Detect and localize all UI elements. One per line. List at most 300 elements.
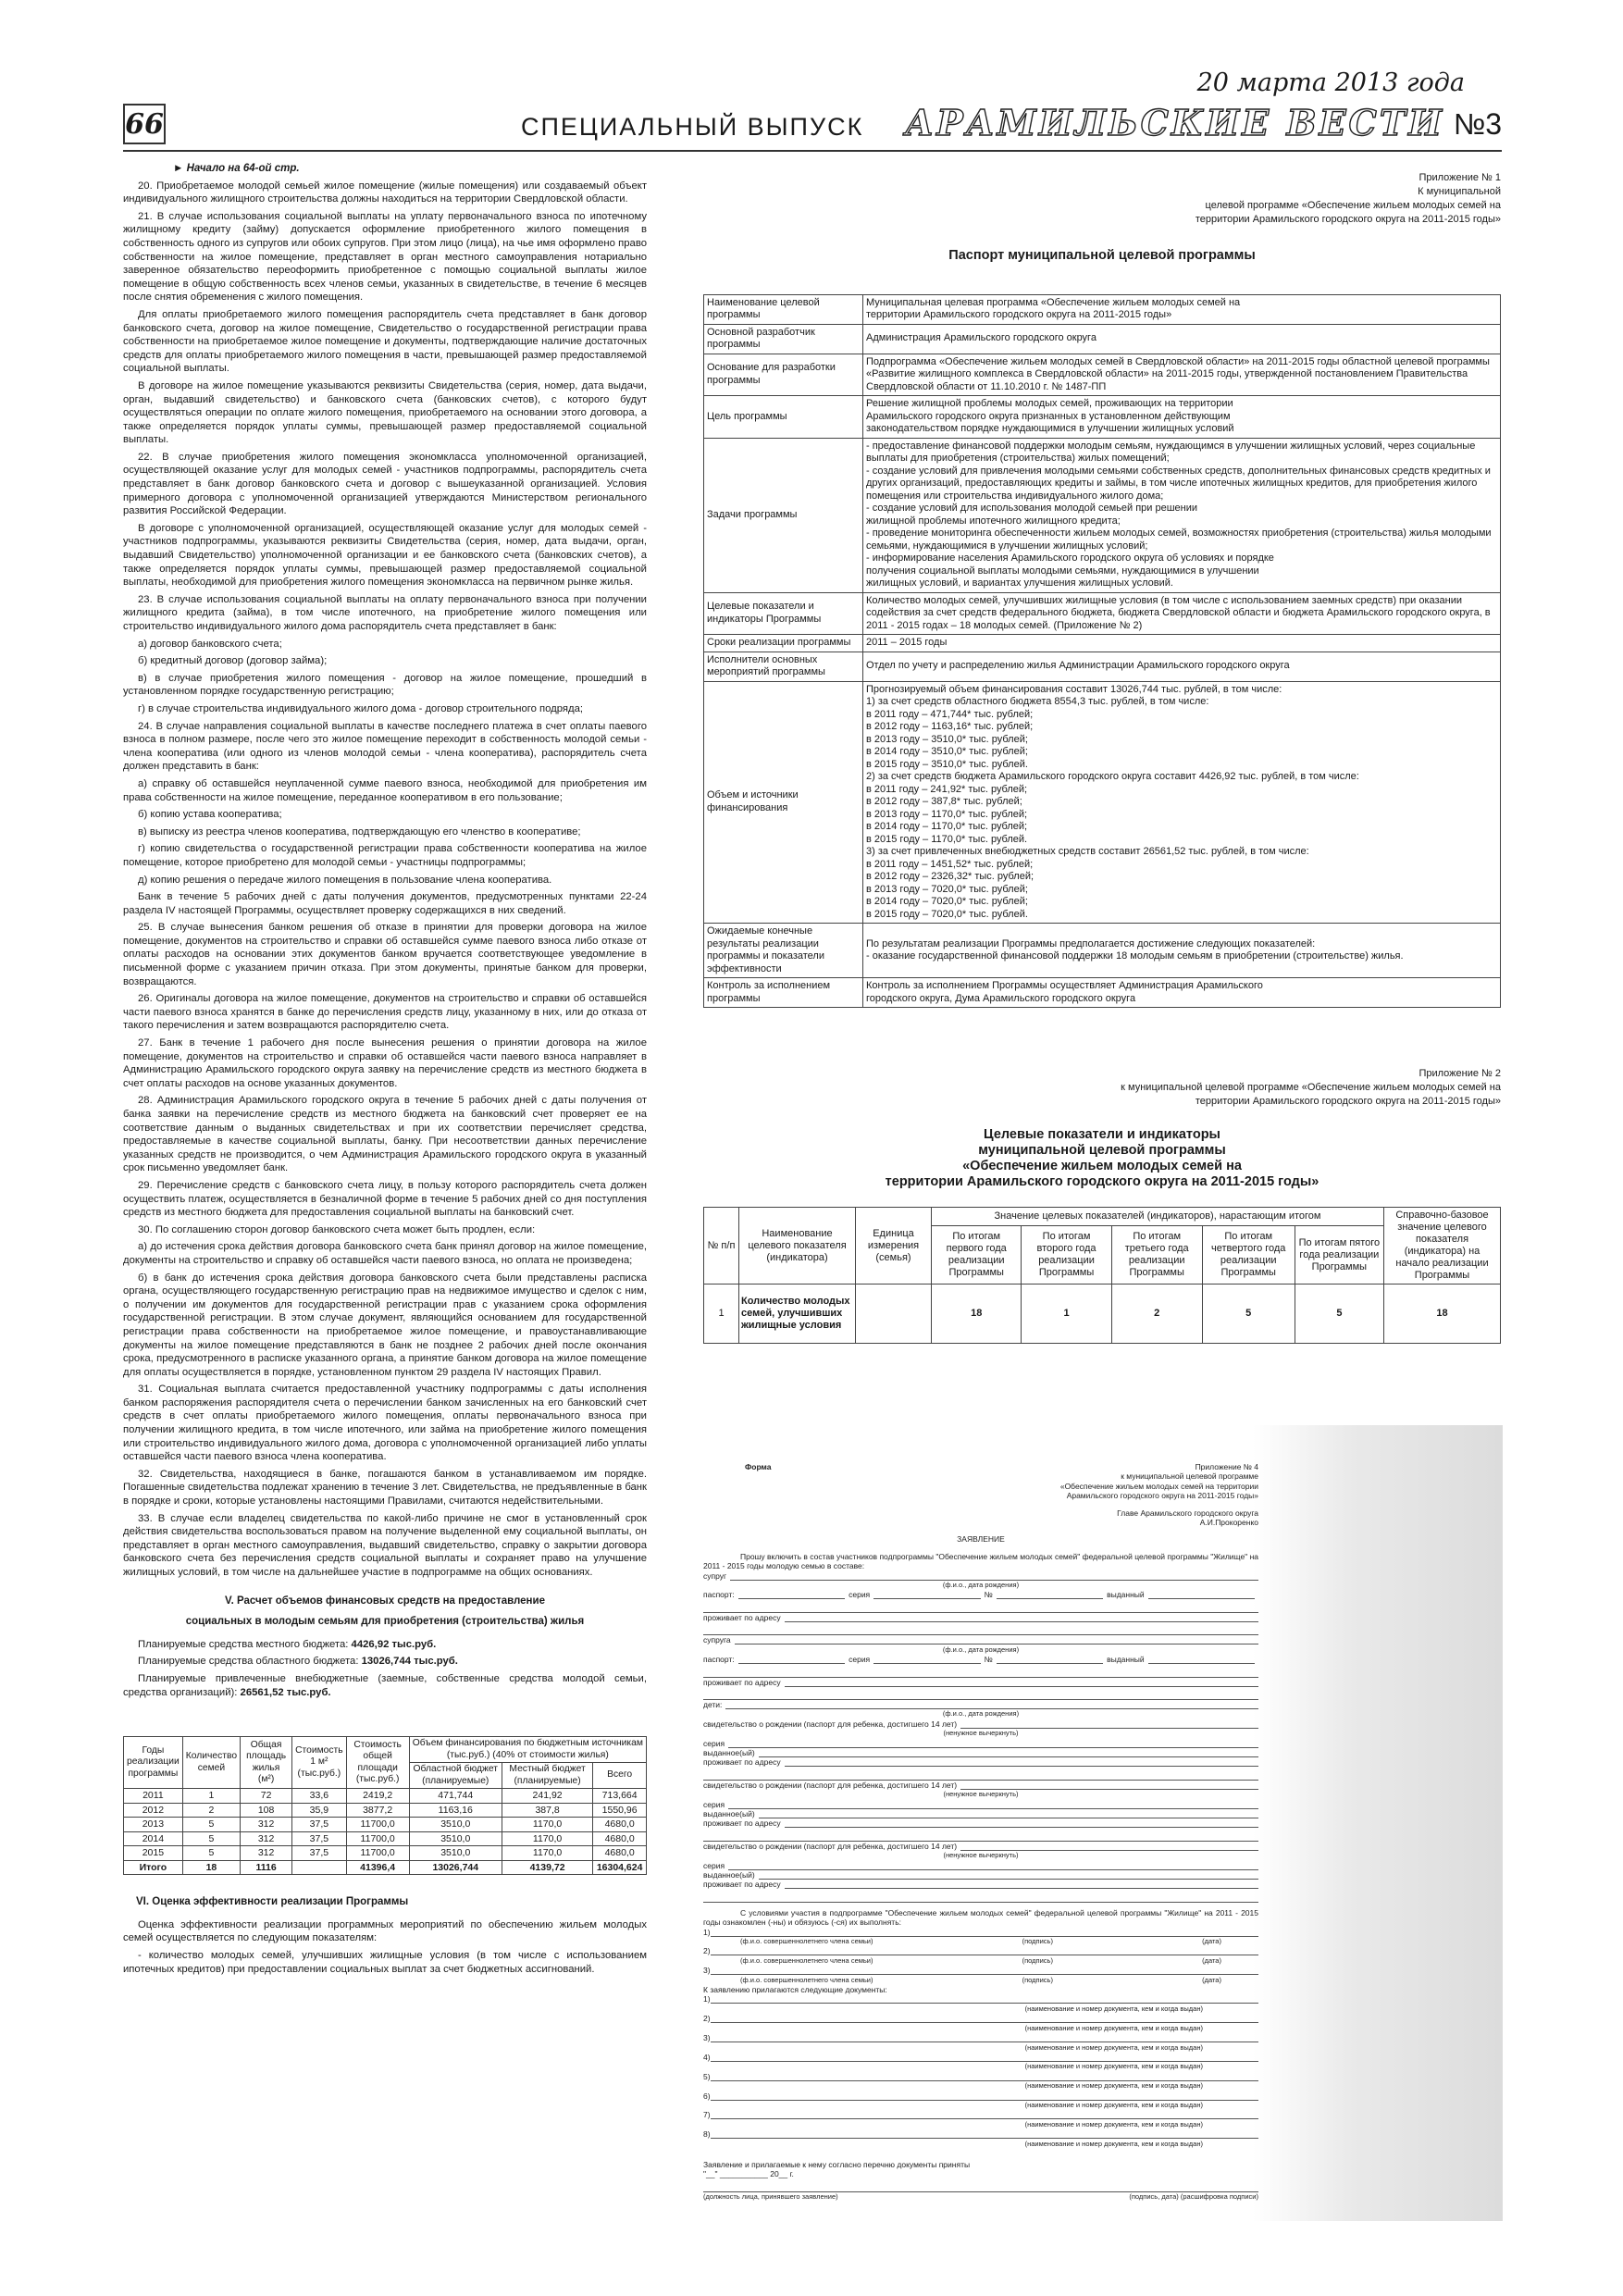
- form-line-label: серия: [703, 1738, 725, 1748]
- passport-value-line: в 2013 году – 1170,0* тыс. рублей;: [866, 808, 1028, 820]
- page-number: 66: [123, 104, 166, 144]
- form-line-label: проживает по адресу: [703, 1880, 781, 1890]
- form-accepted-hints: [703, 2192, 1258, 2202]
- form-field-label: паспорт:: [703, 1655, 735, 1665]
- plan-extra: [123, 1672, 647, 1699]
- form-hint: (дата): [1202, 1975, 1221, 1984]
- table-cell: 312: [241, 1818, 292, 1832]
- plan-extra-label: Планируемые привлеченные внебюджетные (заемные, собственные средства молодой семьи, средства организаций):: [123, 1672, 647, 1698]
- paragraph: Оценка эффективности реализации программных мероприятий по обеспечению жильем молодых семей осуществляется по следующим показателям:: [123, 1918, 647, 1944]
- form-line: [703, 1635, 1258, 1644]
- indicators-title: [703, 1127, 1501, 1190]
- table-cell: 11700,0: [346, 1818, 409, 1832]
- form-line-label: проживает по адресу: [703, 1612, 781, 1622]
- passport-value-line: в 2011 году – 471,744* тыс. рублей;: [866, 708, 1034, 720]
- table-cell: 2012: [124, 1803, 183, 1818]
- passport-value-line: Подпрограмма «Обеспечение жильем молодых семей в Свердловской области» на 2011-2015 годы областной целевой программы «Развитие жилищного комплекса в Свердловской области» на 2011-2015 годы, утвержденной постановлением Правительства Свердловской области от 11.10.2010 г. № 1487-ПП: [866, 355, 1490, 392]
- paragraph: 32. Свидетельства, находящиеся в банке, погашаются банком в устанавливаемом им порядке. Погашенные свидетельства подлежат хранению в течение 3 лет. Свидетельства, не предъявленные в банк в порядке и сроки, которые установлены настоящими Правилами, считаются недействительными.: [123, 1468, 647, 1508]
- form-underline: [730, 1571, 1258, 1581]
- passport-value-line: в 2014 году – 1170,0* тыс. рублей;: [866, 821, 1028, 833]
- table-cell: 2013: [124, 1818, 183, 1832]
- paragraph: 33. В случае если владелец свидетельства по какой-либо причине не смог в установленный срок действия свидетельства воспользоваться правом на получение выделенной ему социальной выплаты, он представляет в орган местного самоуправления, выдавший свидетельство, справку о закрытии договора банковского счета без перечисления средств социальной выплаты и сохраняет право на улучшение жилищных условий, в том числе на дальнейшее участие в подпрограмме на общих основаниях.: [123, 1512, 647, 1578]
- ind-cell: 2: [1111, 1285, 1202, 1344]
- paragraph: в) выписку из реестра членов кооператива, подтверждающую его членство в кооперативе;: [138, 825, 581, 838]
- form-line-label: свидетельство о рождении (паспорт для ребенка, достигшего 14 лет): [703, 1780, 958, 1790]
- table-cell: 2011: [124, 1789, 183, 1804]
- table-cell: 471,744: [409, 1789, 502, 1804]
- ind-cell: [856, 1285, 932, 1344]
- table-row: [704, 652, 1501, 681]
- ind-cell: 18: [1384, 1285, 1501, 1344]
- passport-value-line: 3) за счет привлеченных внебюджетных средств составит 26561,52 тыс. рублей, в том числе:: [866, 846, 1309, 858]
- form-hint: (дата): [1202, 1955, 1221, 1965]
- form-underline: [711, 1928, 1258, 1937]
- plan-region-value: 13026,744 тыс.руб.: [361, 1656, 458, 1668]
- table-cell: 4139,72: [502, 1860, 592, 1875]
- form-underline: [711, 1946, 1258, 1955]
- passport-value-line: - создание условий для привлечения молодыми семьями собственных средств, дополнительных финансовых средств кредитных и других организаций, предоставляющих кредиты и займы, в том числе ипотечных жилищных кредитов, для приобретения жилого помещения или строительства индивидуального жилого дома;: [866, 465, 1491, 502]
- form-hint: (ф.и.о. совершеннолетнего члена семьи): [740, 1937, 873, 1946]
- form-line-label: проживает по адресу: [703, 1677, 781, 1687]
- section-title: СПЕЦИАЛЬНЫЙ ВЫПУСК: [521, 113, 864, 141]
- col-cost: Стоимость 1 м² (тыс.руб.): [292, 1737, 347, 1789]
- form-line: [703, 1842, 1258, 1851]
- passport-value: [863, 978, 1501, 1008]
- form-index: 8): [703, 2129, 711, 2140]
- passport-value: [863, 592, 1501, 635]
- table-row: [704, 1285, 1501, 1344]
- form-hint: (ф.и.о. совершеннолетнего члена семьи): [740, 1975, 873, 1984]
- paragraph: 23. В случае использования социальной выплаты на оплату первоначального взноса при получении жилищного кредита (займа), в том числе ипотечного, на приобретение жилого помещения или строительство индивидуального жилого дома распорядитель счета представляет в банк:: [123, 593, 647, 632]
- form-hint: (дата): [1202, 1937, 1221, 1946]
- table-cell: 1170,0: [502, 1831, 592, 1846]
- table-cell: 1170,0: [502, 1818, 592, 1832]
- passport-value-line: 2) за счет средств бюджета Арамильского городского округа составит 4426,92 тыс. рублей, в том числе:: [866, 771, 1359, 783]
- ind-cell: 5: [1295, 1285, 1383, 1344]
- passport-label: Основание для разработки программы: [704, 354, 863, 396]
- form-ref-line: «Обеспечение жильем молодых семей на территории: [1059, 1481, 1258, 1491]
- form-signature-hint: [703, 1937, 1258, 1946]
- section-5-title: [123, 1595, 647, 1629]
- indicators-title-line: муниципальной целевой программы: [978, 1143, 1226, 1159]
- form-hint: (подпись): [1022, 1955, 1053, 1965]
- passport-label: Ожидаемые конечные результаты реализации программы и показатели эффективности: [704, 924, 863, 978]
- form-line-label: дети:: [703, 1699, 723, 1709]
- table-cell: 72: [241, 1789, 292, 1804]
- form-signature-hint: [703, 1976, 1258, 1985]
- form-field-label: выданный: [1107, 1655, 1145, 1665]
- form-hint: (ненужное вычеркнуть): [943, 1851, 1019, 1860]
- table-cell: 1550,96: [593, 1803, 647, 1818]
- form-line-label: серия: [703, 1860, 725, 1870]
- plan-region-label: Планируемые средства областного бюджета:: [138, 1656, 359, 1668]
- form-underline: [785, 1613, 1258, 1622]
- form-line: [703, 1880, 1258, 1889]
- form-label: Форма: [745, 1462, 772, 1471]
- passport-value-line: в 2012 году – 387,8* тыс. рублей;: [866, 796, 1022, 808]
- form-underline: [711, 2129, 1258, 2139]
- passport-value-line: Количество молодых семей, улучшивших жилищные условия (в том числе с использованием заемных средств) при оказании содействия за счет средств федерального бюджета, бюджета Свердловской области и бюджета Арамильского городского округа, в 2011 - 2015 годах – 18 молодых семей. (Приложение № 2): [866, 594, 1491, 631]
- ind-col-base: Справочно-базовое значение целевого показателя (индикатора) на начало реализации Программы: [1384, 1208, 1501, 1285]
- paragraph: 27. Банк в течение 1 рабочего дня после вынесения решения о принятии договора на жилое помещение, документов на строительство и справки об оставшейся части паевого взноса направляет в Администрацию Арамильского городского округа заявку на перечисление средств из местного бюджета в счет оплаты расходов на основе указанных документов.: [123, 1037, 647, 1089]
- issue-number: №3: [1453, 107, 1502, 141]
- passport-value: [863, 652, 1501, 681]
- table-row: [124, 1803, 647, 1818]
- form-addressee-line: Главе Арамильского городского округа: [1117, 1508, 1258, 1518]
- passport-table: [703, 294, 1501, 1009]
- form-underline: [960, 1842, 1258, 1851]
- table-row: [704, 978, 1501, 1008]
- ind-cell: 1: [704, 1285, 739, 1344]
- col-funding: Объем финансирования по бюджетным источникам (тыс.руб.) (40% от стоимости жилья): [409, 1737, 646, 1763]
- form-underline: [703, 1602, 1258, 1613]
- form-title: ЗАЯВЛЕНИЕ: [957, 1534, 1005, 1545]
- table-cell: 1116: [241, 1860, 292, 1875]
- form-hint: (ф.и.о. совершеннолетнего члена семьи): [740, 1955, 873, 1965]
- form-underline: [711, 2072, 1258, 2081]
- passport-value-line: городского округа, Дума Арамильского городского округа: [866, 992, 1136, 1004]
- form-intro: Прошу включить в состав участников подпрограммы "Обеспечение жильем молодых семей" федеральной целевой программы "Жилище" на 2011 - 2015 годы молодую семью в составе:: [703, 1551, 1258, 1571]
- passport-value-line: в 2012 году – 1163,16* тыс. рублей;: [866, 721, 1034, 733]
- table-cell: 35,9: [292, 1803, 347, 1818]
- form-underline: [997, 1655, 1103, 1664]
- form-doc-line: [703, 2014, 1258, 2023]
- passport-value-line: в 2013 году – 7020,0* тыс. рублей;: [866, 883, 1028, 895]
- form-underline: [960, 1719, 1258, 1729]
- table-cell: 4680,0: [593, 1818, 647, 1832]
- passport-value-line: 1) за счет средств областного бюджета 8554,3 тыс. рублей, в том числе:: [866, 696, 1209, 708]
- table-cell: 312: [241, 1831, 292, 1846]
- section-5-title-line-2: социальных в молодым семьям для приобретения (строительства) жилья: [185, 1616, 585, 1628]
- form-doc-hint: (наименование и номер документа, кем и когда выдан): [1024, 2100, 1203, 2109]
- form-index: 5): [703, 2071, 711, 2081]
- passport-value: [863, 681, 1501, 924]
- table-cell: 312: [241, 1846, 292, 1861]
- continuation-note: ► Начало на 64-ой стр.: [173, 163, 300, 174]
- ind-col-y4: По итогам четвертого года реализации Программы: [1202, 1226, 1295, 1285]
- passport-value-line: в 2011 году – 1451,52* тыс. рублей;: [866, 858, 1034, 870]
- passport-value-line: в 2014 году – 7020,0* тыс. рублей;: [866, 896, 1028, 908]
- passport-title: Паспорт муниципальной целевой программы: [948, 248, 1256, 263]
- form-underline: [728, 1861, 1258, 1870]
- form-signature-line: [703, 1966, 1258, 1975]
- form-attached: К заявлению прилагаются следующие документы:: [703, 1985, 887, 1995]
- form-underline: [735, 1635, 1258, 1644]
- passport-label: Задачи программы: [704, 438, 863, 592]
- passport-label: Сроки реализации программы: [704, 635, 863, 652]
- table-cell: 387,8: [502, 1803, 592, 1818]
- article-body: [123, 180, 647, 1580]
- section-6-body: [123, 1918, 647, 1976]
- header-rule: [123, 150, 1502, 152]
- form-underline: [785, 1818, 1258, 1828]
- paragraph: 28. Администрация Арамильского городского округа в течение 5 рабочих дней с даты получения от банка заявки на перечисление средств из местного бюджета на банковский счет проверяет ее на соответствие данным о выданных свидетельствах и при их соответствии перечисляет средства, предоставляемые в качестве социальной выплаты, банку. При несоответствии данных перечисление указанных средств не производится, о чем Администрация Арамильского городского округа в указанный срок письменно уведомляет банк.: [123, 1095, 647, 1174]
- form-underline: [738, 1655, 845, 1664]
- form-underline: [711, 1994, 1258, 2004]
- form-line: [703, 1748, 1258, 1757]
- form-line-label: проживает по адресу: [703, 1818, 781, 1829]
- form-index: 2): [703, 1946, 711, 1956]
- ind-cell: Количество молодых семей, улучшивших жилищные условия: [739, 1285, 856, 1344]
- form-field-label: серия: [849, 1590, 871, 1600]
- form-line: [703, 1870, 1258, 1880]
- paragraph: б) кредитный договор (договор займа);: [138, 655, 328, 667]
- form-index: 1): [703, 1927, 711, 1937]
- form-hint: (ф.и.о., дата рождения): [942, 1709, 1020, 1719]
- form-line-label: свидетельство о рождении (паспорт для ребенка, достигшего 14 лет): [703, 1841, 958, 1851]
- form-line: [703, 1678, 1258, 1687]
- col-years: Годы реализации программы: [124, 1737, 183, 1789]
- passport-label: Контроль за исполнением программы: [704, 978, 863, 1008]
- paragraph: а) справку об оставшейся неуплаченной сумме паевого взноса, необходимой для приобретения им права собственности на жилое помещение, переданное кооперативом в его пользование;: [123, 777, 647, 803]
- col-regional: Областной бюджет (планируемые): [409, 1763, 502, 1789]
- form-underline: [711, 2014, 1258, 2023]
- form-accepted-date: "__" ___________ 20__ г.: [703, 2169, 794, 2179]
- form-underline: [728, 1800, 1258, 1809]
- paragraph: В договоре с уполномоченной организацией, осуществляющей оказание услуг для молодых семей - участников подпрограммы, указываются реквизиты Свидетельства (серия, номер, дата выдачи, орган, выдавший Свидетельство) уполномоченной организации и ее банковского счета (банковских счетов), а также определяется порядок уплаты суммы, превышающей размер предоставляемой социальной выплаты, необходимой для приобретения жилого помещения экономкласса на первичном рынке жилья.: [123, 522, 647, 589]
- form-doc-line: [703, 2110, 1258, 2119]
- ind-col-name: Наименование целевого показателя (индикатора): [739, 1208, 856, 1285]
- table-cell: 713,664: [593, 1789, 647, 1804]
- form-index: 3): [703, 2033, 711, 2043]
- form-doc-line: [703, 2033, 1258, 2042]
- form-signature-line: [703, 1928, 1258, 1937]
- passport-value: [863, 635, 1501, 652]
- table-cell: 11700,0: [346, 1846, 409, 1861]
- ind-col-y5: По итогам пятого года реализации Программы: [1295, 1226, 1383, 1285]
- form-fields: [703, 1571, 1258, 2203]
- form-underline: [785, 1757, 1258, 1767]
- form-doc-hint: (наименование и номер документа, кем и когда выдан): [1024, 2119, 1203, 2128]
- form-field-label: №: [984, 1655, 993, 1665]
- passport-value-line: Муниципальная целевая программа «Обеспечение жильем молодых семей на: [866, 296, 1241, 308]
- passport-label: Цель программы: [704, 396, 863, 439]
- passport-value: [863, 294, 1501, 324]
- form-field-label: серия: [849, 1655, 871, 1665]
- table-cell: 3510,0: [409, 1818, 502, 1832]
- passport-value-line: жилищных условий, и вариантах улучшения жилищных условий.: [866, 577, 1173, 590]
- form-underline: [711, 2053, 1258, 2062]
- paragraph: б) в банк до истечения срока действия договора банковского счета были представлены расписка органа, осуществляющего государственную регистрацию прав на недвижимое имущество и сделок с ним, о получении им документов для государственной регистрации прав с указанием срока оформления государственной регистрации. В этом случае документ, являющийся основанием для государственной регистрации права собственности на приобретаемое жилое помещение, и правоустанавливающие документы на жилое помещение представляются в банк не позднее 2 рабочих дней после окончания срока, предусмотренного в расписке указанного органа, а принятие банком договора на жилое помещение для оплаты осуществляется в порядке, установленном пунктом 29 раздела IV настоящих Правил.: [123, 1272, 647, 1378]
- passport-value: [863, 438, 1501, 592]
- form-index: 2): [703, 2014, 711, 2024]
- form-line-label: супруга: [703, 1635, 731, 1645]
- table-cell: [292, 1860, 347, 1875]
- passport-label: Основной разработчик программы: [704, 324, 863, 354]
- paragraph: 25. В случае вынесения банком решения об отказе в принятии для проверки договора на жилое помещение, документов на строительство и справки об оставшейся сумме паевого взноса либо отказе от оплаты расходов на основании этих документов банком вручается соответствующее уведомление в письменной форме с указанием причин отказа. При этом документы, принятые банком для проверки, возвращаются.: [123, 922, 647, 987]
- form-underline: [728, 1739, 1258, 1748]
- form-underline: [703, 1892, 1258, 1903]
- paragraph: Для оплаты приобретаемого жилого помещения распорядитель счета представляет в банк договор банковского счета, договор на жилое помещение, Свидетельство о государственной регистрации права собственности на приобретаемое жилое помещение и документы, подтверждающие наличие достаточных средств для оплаты приобретаемого жилого помещения в части, превышающей размер предоставляемой социальной выплаты.: [123, 308, 647, 375]
- col-total-cost: Стоимость общей площади (тыс.руб.): [346, 1737, 409, 1789]
- form-underline: [1148, 1590, 1255, 1599]
- form-conditions: С условиями участия в подпрограмме "Обеспечение жильем молодых семей" федеральной целевой программы "Жилище" на 2011 - 2015 годы ознакомлен (-ны) и обязуюсь (-ся) их выполнять:: [703, 1907, 1258, 1928]
- paragraph: г) в случае строительства индивидуального жилого дома - договор строительного подряда;: [138, 702, 584, 714]
- section-6-title: VI. Оценка эффективности реализации Программы: [136, 1896, 409, 1908]
- appendix-line: территории Арамильского городского округа на 2011-2015 годы»: [1195, 214, 1501, 225]
- form-hint: (должность лица, принявшего заявление): [703, 2191, 838, 2201]
- passport-value-line: 2011 – 2015 годы: [866, 637, 948, 649]
- table-row: [704, 354, 1501, 396]
- paragraph: а) до истечения срока действия договора банковского счета банк принял договор на жилое помещение, документы на строительство и справку об оставшейся части паевого взноса, но оплата не произведена;: [123, 1241, 647, 1266]
- paragraph: 21. В случае использования социальной выплаты на уплату первоначального взноса по ипотечному жилищному кредиту (займу) допускается оформление приобретенного жилого помещения в собственность одного из супругов или обоих супругов. При этом лицо (лица), на чье имя оформлено право собственности на жилое помещение, представляет в орган местного самоуправления нотариально заверенное обязательство переоформить приобретенное с помощью социальной выплаты жилое помещение в общую собственность всех членов семьи, указанных в свидетельстве, в течение 6 месяцев после снятия обременения с жилого помещения.: [123, 210, 647, 304]
- scan-shadow: [1253, 1425, 1503, 2221]
- ind-col-group: Значение целевых показателей (индикаторов), нарастающим итогом: [932, 1208, 1384, 1226]
- table-cell: 2014: [124, 1831, 183, 1846]
- form-line-label: супруг: [703, 1570, 727, 1581]
- paragraph: 24. В случае направления социальной выплаты в качестве последнего платежа в счет оплаты паевого взноса в полном размере, после чего это жилое помещение переходит в собственность молодой семьи - члена кооператива (или одного из членов молодой семьи - члена кооператива), распорядитель счета должен представить в банк:: [123, 720, 647, 773]
- form-underline: [711, 1966, 1258, 1975]
- table-row: [704, 294, 1501, 324]
- table-row: [124, 1846, 647, 1861]
- table-cell: 18: [182, 1860, 240, 1875]
- form-doc-line: [703, 2053, 1258, 2062]
- table-row: [704, 635, 1501, 652]
- col-local: Местный бюджет (планируемые): [502, 1763, 592, 1789]
- form-ref-line: к муниципальной целевой программе: [1121, 1471, 1258, 1482]
- table-cell: 37,5: [292, 1846, 347, 1861]
- passport-label: Объем и источники финансирования: [704, 681, 863, 924]
- table-cell: 5: [182, 1846, 240, 1861]
- form-field-label: выданный: [1107, 1590, 1145, 1600]
- page-header: [123, 65, 1502, 153]
- section-5-title-line-1: V. Расчет объемов финансовых средств на предоставление: [225, 1595, 545, 1607]
- appendix-line: территории Арамильского городского округа на 2011-2015 годы»: [1195, 1096, 1501, 1108]
- form-line-label: проживает по адресу: [703, 1757, 781, 1768]
- col-area: Общая площадь жилья (м²): [241, 1737, 292, 1789]
- col-count: Количество семей: [182, 1737, 240, 1789]
- table-cell: 3510,0: [409, 1846, 502, 1861]
- form-line-label: выданное(ый): [703, 1870, 755, 1880]
- form-line: [703, 1613, 1258, 1622]
- table-cell: 4680,0: [593, 1831, 647, 1846]
- form-line: [703, 1861, 1258, 1870]
- passport-label: Исполнители основных мероприятий программы: [704, 652, 863, 681]
- ind-col-no: № п/п: [704, 1208, 739, 1285]
- passport-label: Наименование целевой программы: [704, 294, 863, 324]
- form-line: [703, 1571, 1258, 1581]
- form-index: 3): [703, 1966, 711, 1976]
- ind-col-y1: По итогам первого года реализации Программы: [932, 1226, 1022, 1285]
- table-cell: 11700,0: [346, 1831, 409, 1846]
- passport-value-line: в 2011 году – 241,92* тыс. рублей;: [866, 783, 1028, 795]
- paragraph: Банк в течение 5 рабочих дней с даты получения документов, предусмотренных пунктами 22-24 раздела IV настоящей Программы, осуществляет проверку содержащихся в них сведений.: [123, 891, 647, 916]
- ind-cell: 1: [1022, 1285, 1111, 1344]
- form-underline: [703, 1667, 1258, 1678]
- form-addressee: [999, 1508, 1258, 1528]
- form-underline: [1148, 1655, 1255, 1664]
- passport-value-line: получения социальной выплаты молодыми семьями, нуждающимися в улучшении: [866, 565, 1259, 577]
- table-row: [704, 438, 1501, 592]
- plan-local: [123, 1638, 647, 1652]
- form-doc-hint: (наименование и номер документа, кем и когда выдан): [1024, 2023, 1203, 2032]
- passport-value-line: территории Арамильского городского округа на 2011-2015 годы»: [866, 309, 1172, 321]
- passport-value-line: - проведение мониторинга обеспеченности жильем молодых семей, возможностях приобретения (строительства) жилья молодыми семьями, нуждающимися в улучшении жилищных условий;: [866, 527, 1492, 552]
- appendix-2-reference: [703, 1067, 1501, 1109]
- paragraph: б) копию устава кооператива;: [138, 809, 282, 821]
- form-underline: [703, 1831, 1258, 1842]
- newspaper-logo: АРАМИЛЬСКИЕ ВЕСТИ: [905, 102, 1444, 143]
- table-cell: 3877,2: [346, 1803, 409, 1818]
- form-line-label: выданное(ый): [703, 1808, 755, 1818]
- passport-value: [863, 354, 1501, 396]
- form-underline: [785, 1880, 1258, 1889]
- form-doc-hint: (наименование и номер документа, кем и когда выдан): [1024, 2042, 1203, 2052]
- table-cell: 1: [182, 1789, 240, 1804]
- table-cell: 5: [182, 1818, 240, 1832]
- table-cell: 37,5: [292, 1818, 347, 1832]
- form-doc-hint: (наименование и номер документа, кем и когда выдан): [1024, 2139, 1203, 2148]
- passport-value-line: жилищной проблемы ипотечного жилищного кредита;: [866, 515, 1121, 527]
- paragraph: 31. Социальная выплата считается предоставленной участнику подпрограммы с даты исполнения банком распоряжения распорядителя счета о перечислении банком зачисленных на его банковский счет средств в счет оплаты приобретаемого жилого помещения, оплаты первоначального взноса при получении жилищного кредита, в том числе ипотечного, или займа на приобретение жилого помещения или строительство индивидуального жилого дома, договора с уполномоченной организацией либо уплаты оставшейся части паевого взноса члена кооператива.: [123, 1384, 647, 1463]
- appendix-line: К муниципальной: [1418, 186, 1501, 197]
- application-form: [703, 1462, 1258, 2202]
- appendix-line: целевой программе «Обеспечение жильем молодых семей на: [1205, 200, 1501, 211]
- ind-col-y3: По итогам третьего года реализации Программы: [1111, 1226, 1202, 1285]
- table-cell: 1170,0: [502, 1846, 592, 1861]
- table-cell: 1163,16: [409, 1803, 502, 1818]
- paragraph: в) в случае приобретения жилого помещения - договор на жилое помещение, прошедший в установленном порядке государственную регистрацию;: [123, 672, 647, 698]
- indicators-title-line: «Обеспечение жильем молодых семей на: [962, 1159, 1242, 1174]
- form-underline: [997, 1590, 1103, 1599]
- paragraph: - количество молодых семей, улучшивших жилищные условия (в том числе с использованием ипотечных кредитов) при предоставлении социальных выплат за счет бюджетных ассигнований.: [123, 1949, 647, 1975]
- paragraph: 20. Приобретаемое молодой семьей жилое помещение (жилые помещения) или создаваемый объект индивидуального жилищного строительства должны находиться на территории Свердловской области.: [123, 180, 647, 205]
- paragraph: 30. По соглашению сторон договор банковского счета может быть продлен, если:: [138, 1223, 536, 1235]
- table-cell: 241,92: [502, 1789, 592, 1804]
- form-underline: [759, 1748, 1258, 1757]
- form-underline: [703, 1624, 1258, 1635]
- table-cell: 2015: [124, 1846, 183, 1861]
- form-hint: (подпись): [1022, 1975, 1053, 1984]
- paragraph: д) копию решения о передаче жилого помещения в пользование члена кооператива.: [138, 874, 552, 886]
- passport-value-line: законодательством порядке нуждающимися в улучшении жилищных условий: [866, 423, 1234, 435]
- form-underline: [873, 1655, 980, 1664]
- form-index: 6): [703, 2091, 711, 2101]
- form-underline: [725, 1700, 1258, 1709]
- passport-value-line: в 2012 году – 2326,32* тыс. рублей;: [866, 871, 1035, 883]
- form-hint: (ф.и.о., дата рождения): [942, 1644, 1020, 1654]
- passport-value-line: в 2014 году – 3510,0* тыс. рублей;: [866, 746, 1028, 758]
- passport-value-line: По результатам реализации Программы предполагается достижение следующих показателей:: [866, 937, 1316, 949]
- form-underline: [759, 1870, 1258, 1880]
- form-passport-line: [703, 1590, 1258, 1599]
- table-cell: 41396,4: [346, 1860, 409, 1875]
- table-row: [124, 1789, 647, 1804]
- table-cell: 108: [241, 1803, 292, 1818]
- form-hint: (подпись, дата) (расшифровка подписи): [1129, 2191, 1258, 2201]
- passport-value-line: - создание условий для использования молодой семьей при решении: [866, 503, 1198, 515]
- form-underline: [873, 1590, 980, 1599]
- form-doc-hint: (наименование и номер документа, кем и когда выдан): [1024, 2081, 1203, 2091]
- form-line: [703, 1781, 1258, 1790]
- table-cell: 2419,2: [346, 1789, 409, 1804]
- form-doc-line: [703, 2129, 1258, 2139]
- appendix-line: Приложение № 2: [1419, 1068, 1501, 1080]
- expense-table: [123, 1736, 647, 1875]
- ind-col-unit: Единица измерения (семья): [856, 1208, 932, 1285]
- form-field-label: паспорт:: [703, 1590, 735, 1600]
- passport-value-line: Решение жилищной проблемы молодых семей, проживающих на территории: [866, 398, 1233, 410]
- form-line: [703, 1757, 1258, 1767]
- passport-value-line: - оказание государственной финансовой поддержки 18 молодым семьям в приобретении (строительстве) жилья.: [866, 950, 1404, 962]
- passport-value-line: Арамильского городского округа признанных в установленном действующим: [866, 410, 1231, 422]
- appendix-line: Приложение № 1: [1419, 172, 1501, 183]
- appendix-1-reference: [703, 171, 1501, 227]
- passport-value-line: в 2015 году – 1170,0* тыс. рублей.: [866, 833, 1028, 845]
- passport-value-line: в 2013 году – 3510,0* тыс. рублей;: [866, 733, 1028, 745]
- table-cell: 5: [182, 1831, 240, 1846]
- form-doc-line: [703, 2072, 1258, 2081]
